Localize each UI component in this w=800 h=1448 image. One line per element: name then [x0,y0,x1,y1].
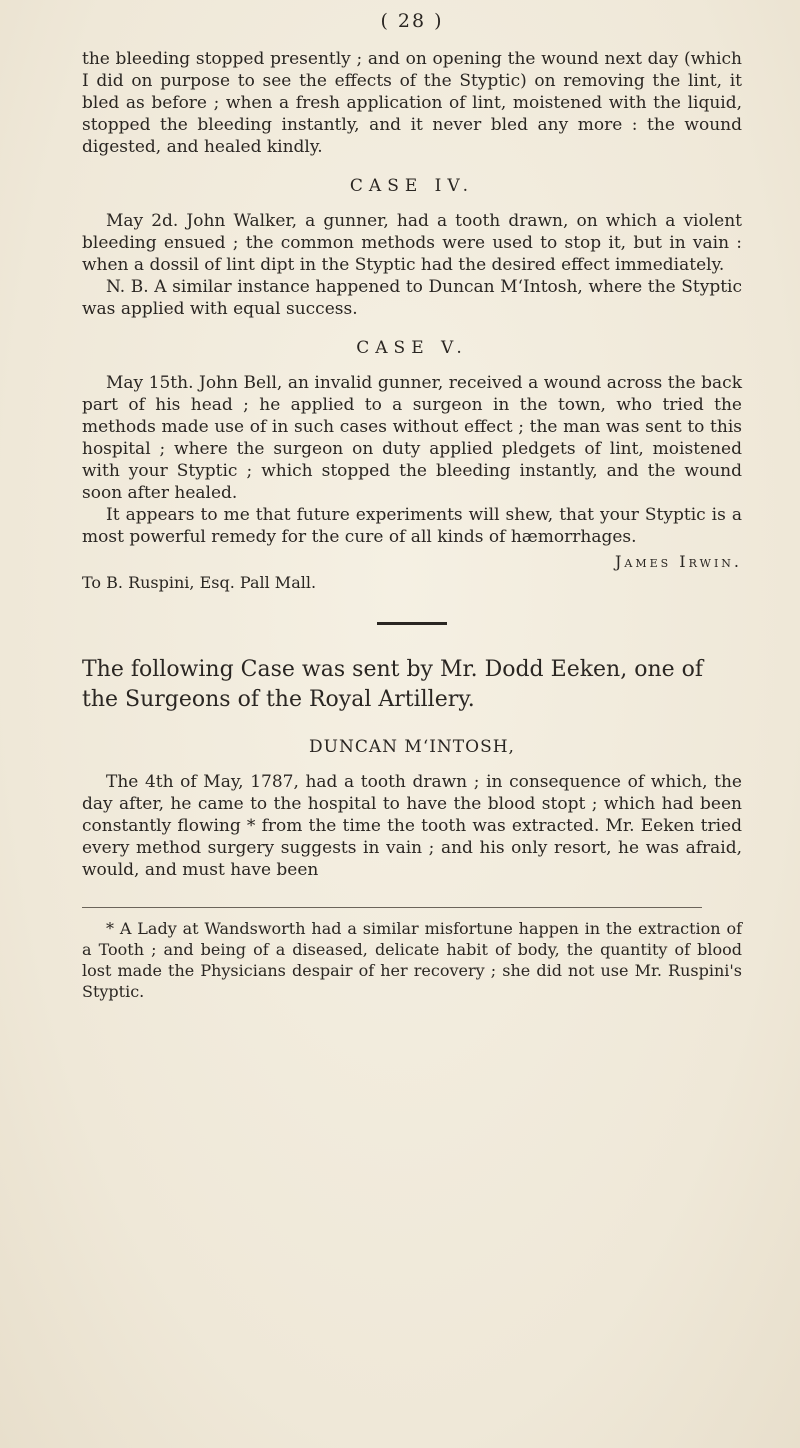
case-five-body: May 15th. John Bell, an invalid gunner, received a wound across the back part of his head ; he applied to a surgeon in the town, who tried the methods made use of in such cases without effect ; the man was sent to this hospital ; where the surgeon on duty applied pledgets of lint, moistened with your Styptic ; which stopped the bleeding instantly, and the wound soon after healed. [82,373,742,503]
case-four-body: May 2d. John Walker, a gunner, had a tooth drawn, on which a violent bleeding ensued ; the common methods were used to stop it, but in vain : when a dossil of lint dipt in the Styptic had the desired effect immediately. [82,211,742,275]
page-number: ( 28 ) [380,10,444,32]
opening-paragraph: the bleeding stopped presently ; and on opening the wound next day (which I did on purpose to see the effects of the Styptic) on removing the lint, it bled as before ; when a fresh application of lint, moistened with the liquid, stopped the bleeding instantly, and it never bled any more : the wound digested, and healed kindly. [82,49,742,157]
case-five-conclusion: It appears to me that future experiments will shew, that your Styptic is a most powerful remedy for the cure of all kinds of hæmorrhages. [82,505,742,547]
mcintosh-case-body: The 4th of May, 1787, had a tooth drawn ; in consequence of which, the day after, he came to the hospital to have the blood stopt ; which had been constantly flowing * from the time the tooth was extracted. Mr. Eeken tried every method surgery suggests in vain ; and his only resort, he was afraid, would, and must have been [82,772,742,880]
case-four-heading: CASE IV. [349,176,475,196]
footnote-text: * A Lady at Wandsworth had a similar misfortune happen in the extraction of a Tooth ; and being of a diseased, delicate habit of body, the quantity of blood lost made the Physicians despair of her recovery ; she did not use Mr. Ruspini's Styptic. [82,919,742,1001]
section-intro: The following Case was sent by Mr. Dodd Eeken, one of the Surgeons of the Royal Artillery. [82,657,704,712]
signature: James Irwin. [615,552,742,571]
case-four-note: N. B. A similar instance happened to Duncan M‘Intosh, where the Styptic was applied with equal success. [82,277,742,319]
case-subject-heading: DUNCAN M‘INTOSH, [309,737,515,757]
footnote [82,918,742,1002]
addressee: To B. Ruspini, Esq. Pall Mall. [82,573,317,592]
case-five-heading: CASE V. [356,338,468,358]
section-divider [377,622,447,625]
footnote-divider [82,907,702,908]
